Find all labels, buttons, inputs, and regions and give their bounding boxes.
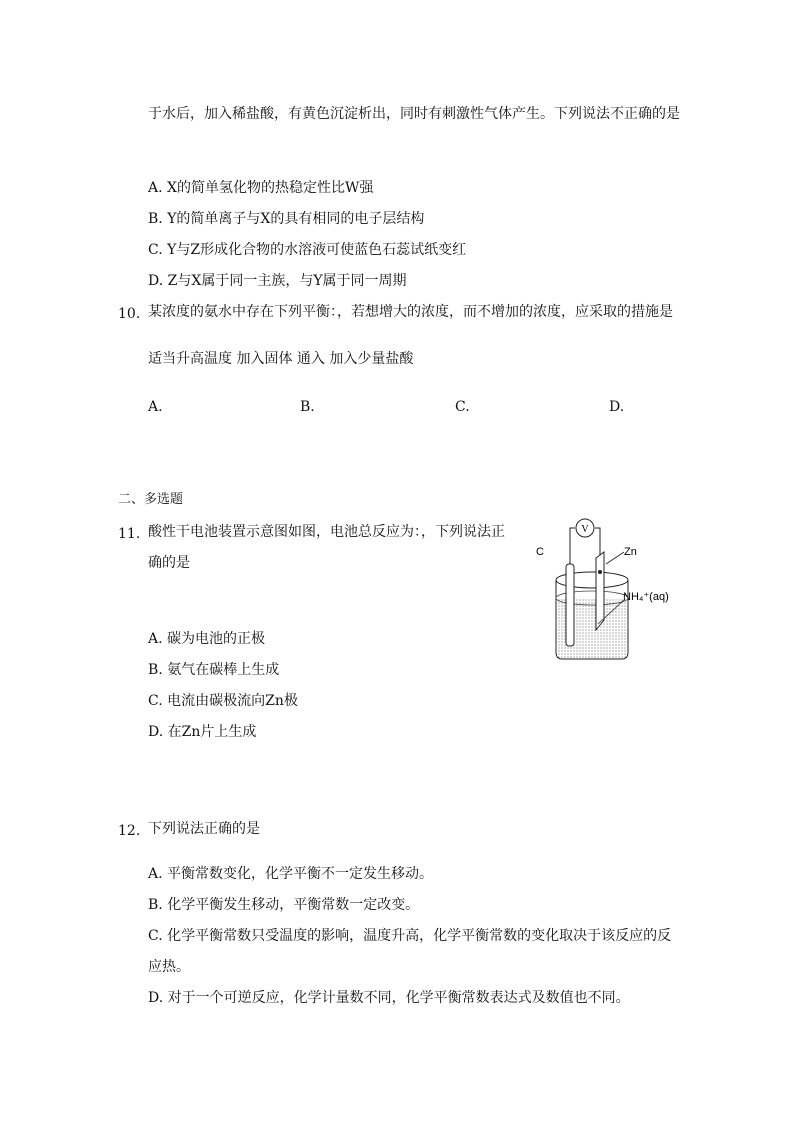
carbon-label: C bbox=[536, 546, 544, 558]
wire-left bbox=[570, 528, 575, 564]
q10-choice-d: D. bbox=[609, 399, 625, 415]
q10-choice-c: C. bbox=[455, 399, 470, 415]
zinc-plate bbox=[596, 552, 604, 630]
q11-option-c: C. 电流由碳极流向Zn极 bbox=[148, 693, 298, 709]
q10-number: 10. bbox=[118, 306, 141, 322]
q11-stem-line1: 酸性干电池装置示意图如图，电池总反应为：，下列说法正 bbox=[148, 524, 505, 540]
q11-option-b: B. 氨气在碳棒上生成 bbox=[148, 662, 280, 678]
q12-stem: 下列说法正确的是 bbox=[148, 821, 260, 837]
carbon-rod bbox=[566, 564, 574, 646]
q12-option-c-line2: 应热。 bbox=[148, 959, 190, 975]
q12-option-a: A. 平衡常数变化，化学平衡不一定发生移动。 bbox=[148, 866, 434, 882]
q9-option-d: D. Z与X属于同一主族，与Y属于同一周期 bbox=[148, 273, 407, 289]
q10-stem: 某浓度的氨水中存在下列平衡：，若想增大的浓度，而不增加的浓度，应采取的措施是 bbox=[148, 304, 673, 320]
zinc-label: Zn bbox=[624, 546, 637, 558]
q12-number: 12. bbox=[118, 823, 141, 839]
q9-stem-continuation: 于水后，加入稀盐酸，有黄色沉淀析出，同时有刺激性气体产生。下列说法不正确的是 bbox=[148, 106, 680, 122]
q9-option-b: B. Y的简单离子与X的具有相同的电子层结构 bbox=[148, 211, 425, 227]
q10-measures: 适当升高温度 加入固体 通入 加入少量盐酸 bbox=[148, 351, 414, 367]
voltmeter-label: V bbox=[581, 524, 589, 535]
q12-option-d: D. 对于一个可逆反应，化学计量数不同，化学平衡常数表达式及数值也不同。 bbox=[148, 990, 630, 1006]
zinc-pointer bbox=[606, 552, 624, 564]
q10-choice-a: A. bbox=[148, 399, 163, 415]
q12-option-b: B. 化学平衡发生移动，平衡常数一定改变。 bbox=[148, 897, 420, 913]
q11-stem-line2: 确的是 bbox=[148, 555, 190, 571]
q11-number: 11. bbox=[118, 526, 141, 542]
q10-choice-b: B. bbox=[300, 399, 315, 415]
q12-option-c-line1: C. 化学平衡常数只受温度的影响，温度升高，化学平衡常数的变化取决于该反应的反 bbox=[148, 928, 672, 944]
q11-option-d: D. 在Zn片上生成 bbox=[148, 724, 257, 740]
q9-option-a: A. X的简单氢化物的热稳定性比W强 bbox=[148, 180, 374, 196]
q11-option-a: A. 碳为电池的正极 bbox=[148, 631, 266, 647]
electrolyte-label: NH₄⁺(aq) bbox=[623, 591, 669, 603]
battery-diagram bbox=[528, 512, 688, 662]
wire-right bbox=[595, 528, 600, 558]
q9-option-c: C. Y与Z形成化合物的水溶液可使蓝色石蕊试纸变红 bbox=[148, 242, 467, 258]
zinc-terminal bbox=[598, 570, 602, 574]
section-title: 二、多选题 bbox=[118, 492, 184, 507]
